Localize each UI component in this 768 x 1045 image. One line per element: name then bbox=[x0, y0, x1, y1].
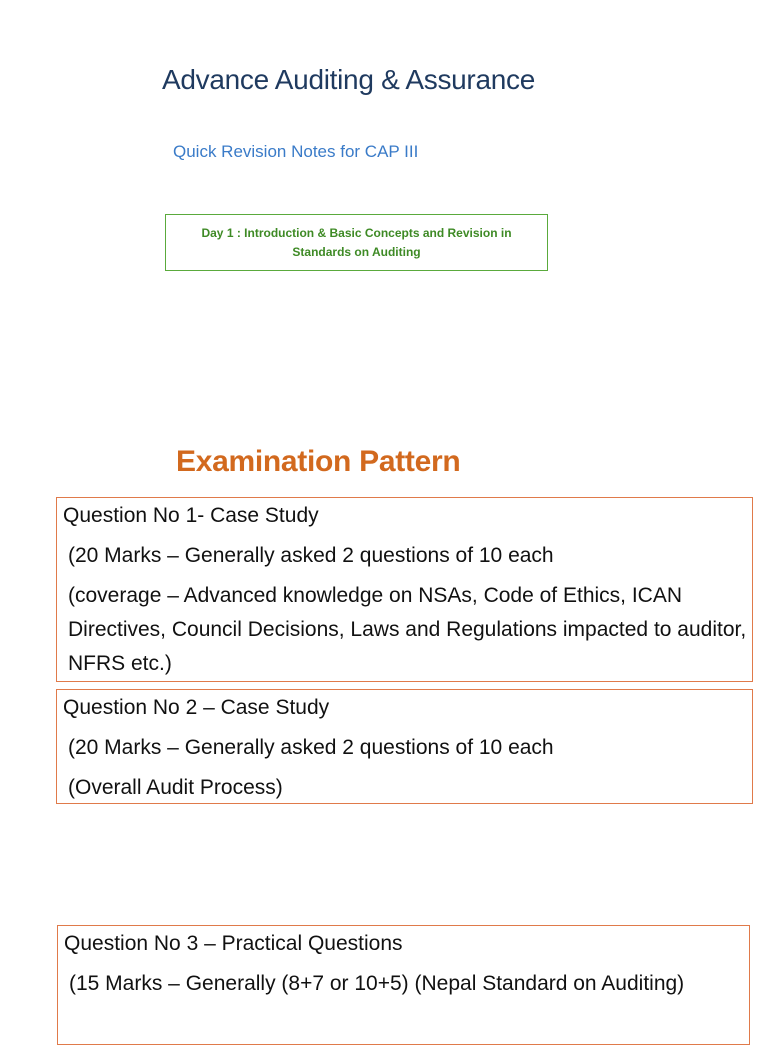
question-1-title: Question No 1- Case Study bbox=[63, 504, 319, 527]
question-2-marks: (20 Marks – Generally asked 2 questions of 10 each bbox=[68, 736, 554, 759]
exam-pattern-heading: Examination Pattern bbox=[176, 445, 461, 478]
document-title: Advance Auditing & Assurance bbox=[162, 64, 535, 95]
question-3-marks: (15 Marks – Generally (8+7 or 10+5) (Nepal Standard on Auditing) bbox=[69, 972, 685, 995]
question-3-title: Question No 3 – Practical Questions bbox=[64, 932, 403, 955]
question-1-marks: (20 Marks – Generally asked 2 questions of 10 each bbox=[68, 544, 554, 567]
question-box-2 bbox=[56, 689, 753, 804]
day-topic-text: Day 1 : Introduction & Basic Concepts and Revision in Standards on Auditing bbox=[201, 225, 512, 259]
question-2-title: Question No 2 – Case Study bbox=[63, 696, 330, 719]
document-subtitle: Quick Revision Notes for CAP III bbox=[173, 142, 419, 161]
question-box-1 bbox=[56, 497, 753, 682]
question-box-3 bbox=[57, 925, 750, 1045]
question-2-coverage: (Overall Audit Process) bbox=[68, 776, 283, 799]
question-1-coverage: (coverage – Advanced knowledge on NSAs, Code of Ethics, ICAN Directives, Council Decisions, Laws and Regulations impacted to auditor, NFRS etc.) bbox=[68, 584, 747, 675]
day-topic-box bbox=[165, 214, 548, 271]
